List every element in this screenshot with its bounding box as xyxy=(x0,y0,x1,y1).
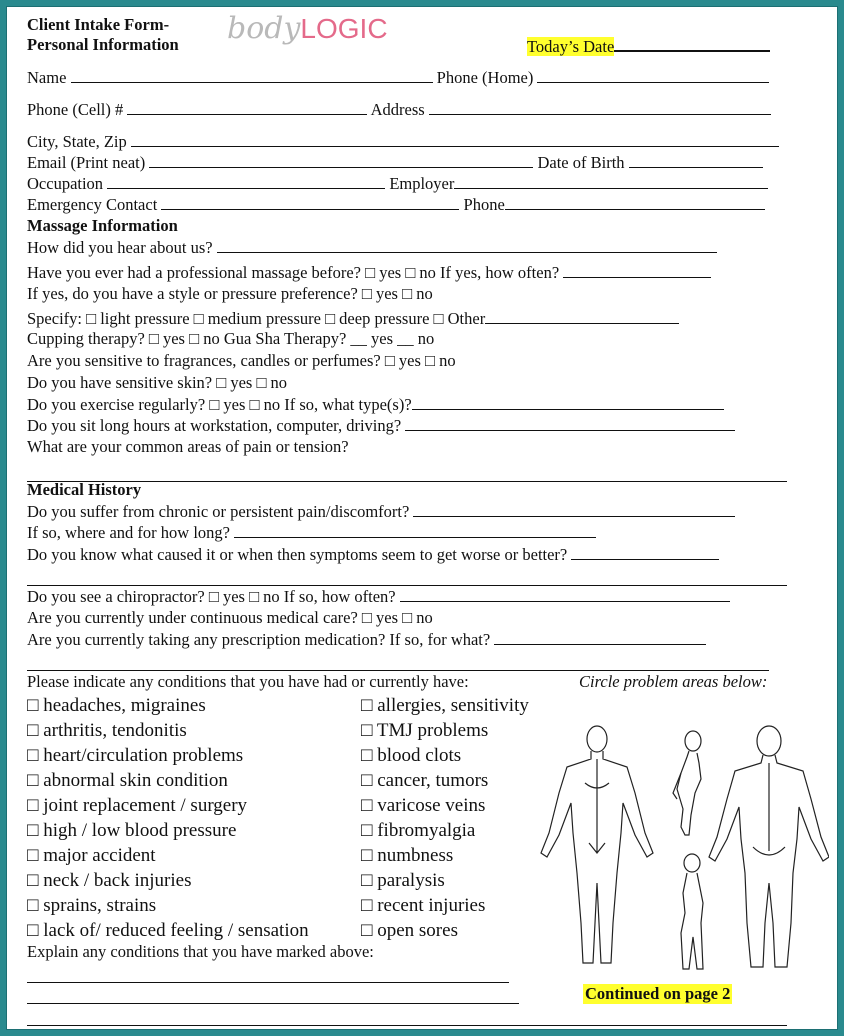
phone-cell-field[interactable] xyxy=(127,99,367,115)
sitting-field[interactable] xyxy=(405,415,735,431)
explain-line-2[interactable] xyxy=(27,1003,519,1004)
phone-cell-row xyxy=(27,99,771,120)
medical-heading: Medical History xyxy=(27,480,142,499)
todays-date-row xyxy=(527,35,770,57)
emergency-phone-label: Phone xyxy=(463,195,505,214)
condition-item[interactable]: □ blood clots xyxy=(361,745,462,766)
emergency-label: Emergency Contact xyxy=(27,195,158,214)
condition-item[interactable]: □ allergies, sensitivity xyxy=(361,695,529,716)
chiropractor-label: Do you see a chiropractor? □ yes □ no If so, how often? xyxy=(27,587,396,606)
dob-field[interactable] xyxy=(629,152,763,168)
body-diagram[interactable] xyxy=(537,723,829,973)
occupation-label: Occupation xyxy=(27,174,104,193)
conditions-intro: Please indicate any conditions that you have had or currently have: xyxy=(27,672,469,691)
explain-line-3[interactable] xyxy=(27,1025,787,1026)
condition-item[interactable]: □ major accident xyxy=(27,845,156,866)
condition-item[interactable]: □ paralysis xyxy=(361,870,445,891)
medication-row xyxy=(27,629,706,650)
condition-item[interactable]: □ heart/circulation problems xyxy=(27,745,244,766)
condition-item[interactable]: □ recent injuries xyxy=(361,895,486,916)
condition-item[interactable]: □ lack of/ reduced feeling / sensation xyxy=(27,920,309,941)
employer-label: Employer xyxy=(389,174,455,193)
explain-line-1[interactable] xyxy=(27,982,509,983)
exercise-row xyxy=(27,394,724,415)
pain-areas-label: What are your common areas of pain or tension? xyxy=(27,437,349,456)
dob-label: Date of Birth xyxy=(537,153,625,172)
condition-item[interactable]: □ abnormal skin condition xyxy=(27,770,228,791)
body-back-figure xyxy=(709,726,829,967)
occupation-row xyxy=(27,173,768,194)
condition-item[interactable]: □ high / low blood pressure xyxy=(27,820,237,841)
condition-item[interactable]: □ joint replacement / surgery xyxy=(27,795,248,816)
name-field[interactable] xyxy=(71,67,433,83)
email-field[interactable] xyxy=(149,152,533,168)
condition-item[interactable]: □ varicose veins xyxy=(361,795,486,816)
condition-item[interactable]: □ open sores xyxy=(361,920,458,941)
emergency-field[interactable] xyxy=(161,194,459,210)
city-field[interactable] xyxy=(131,131,779,147)
condition-item[interactable]: □ sprains, strains xyxy=(27,895,157,916)
specify-pressure-row xyxy=(27,308,679,329)
conditions-left-list xyxy=(27,693,309,943)
city-label: City, State, Zip xyxy=(27,132,127,151)
body-front-figure xyxy=(541,726,653,963)
condition-item[interactable]: □ cancer, tumors xyxy=(361,770,489,791)
phone-cell-label: Phone (Cell) # xyxy=(27,100,124,119)
pain-cause-label: Do you know what caused it or when then symptoms seem to get worse or better? xyxy=(27,545,568,564)
chronic-pain-row xyxy=(27,501,735,522)
address-label: Address xyxy=(370,100,425,119)
exercise-label: Do you exercise regularly? □ yes □ no If so, what type(s)? xyxy=(27,395,412,414)
pain-location-row xyxy=(27,522,596,543)
condition-item[interactable]: □ arthritis, tendonitis xyxy=(27,720,187,741)
pain-cause-field[interactable] xyxy=(571,544,719,560)
condition-item[interactable]: □ TMJ problems xyxy=(361,720,489,741)
condition-item[interactable]: □ fibromyalgia xyxy=(361,820,476,841)
condition-item[interactable]: □ numbness xyxy=(361,845,454,866)
name-label: Name xyxy=(27,68,67,87)
chiropractor-row xyxy=(27,586,730,607)
emergency-row xyxy=(27,194,765,215)
chronic-pain-field[interactable] xyxy=(413,501,735,517)
chiropractor-field[interactable] xyxy=(400,586,730,602)
hear-about-row xyxy=(27,237,717,258)
explain-label: Explain any conditions that you have marked above: xyxy=(27,942,374,961)
sitting-label: Do you sit long hours at workstation, computer, driving? xyxy=(27,416,402,435)
city-row xyxy=(27,131,779,152)
pain-location-label: If so, where and for how long? xyxy=(27,523,230,542)
massage-heading: Massage Information xyxy=(27,216,178,235)
conditions-right-list xyxy=(361,693,529,943)
todays-date-field[interactable] xyxy=(614,35,770,52)
hear-about-field[interactable] xyxy=(217,237,717,253)
medical-care-row: Are you currently under continuous medical care? □ yes □ no xyxy=(27,608,433,627)
exercise-type-field[interactable] xyxy=(412,394,724,410)
emergency-phone-field[interactable] xyxy=(505,194,765,210)
form-title-line1: Client Intake Form- xyxy=(27,15,170,34)
other-pressure-field[interactable] xyxy=(485,308,679,324)
continued-note: Continued on page 2 xyxy=(585,984,731,1003)
pain-cause-row xyxy=(27,544,719,565)
pain-location-field[interactable] xyxy=(234,522,596,538)
hear-about-label: How did you hear about us? xyxy=(27,238,213,257)
medication-line[interactable] xyxy=(27,670,769,671)
massage-frequency-field[interactable] xyxy=(563,262,711,278)
phone-home-label: Phone (Home) xyxy=(436,68,534,87)
medication-label: Are you currently taking any prescription medication? If so, for what? xyxy=(27,630,491,649)
occupation-field[interactable] xyxy=(107,173,385,189)
condition-item[interactable]: □ headaches, migraines xyxy=(27,695,206,716)
circle-prompt: Circle problem areas below: xyxy=(579,672,768,691)
specify-pressure-label: Specify: □ light pressure □ medium pressure □ deep pressure □ Other xyxy=(27,309,486,328)
bodylogic-logo: bodyLOGIC xyxy=(227,11,388,46)
email-label: Email (Print neat) xyxy=(27,153,146,172)
fragrance-row: Are you sensitive to fragrances, candles or perfumes? □ yes □ no xyxy=(27,351,456,370)
intake-form-page xyxy=(6,6,838,1030)
prior-massage-row xyxy=(27,262,711,283)
condition-item[interactable]: □ neck / back injuries xyxy=(27,870,192,891)
address-field[interactable] xyxy=(429,99,771,115)
sitting-row xyxy=(27,415,735,436)
name-row xyxy=(27,67,769,88)
pressure-pref-row: If yes, do you have a style or pressure preference? □ yes □ no xyxy=(27,284,433,303)
todays-date-label: Today’s Date xyxy=(527,37,615,56)
sensitive-skin-row: Do you have sensitive skin? □ yes □ no xyxy=(27,373,288,392)
body-side-figure-upper xyxy=(673,731,701,835)
cupping-row: Cupping therapy? □ yes □ no Gua Sha Therapy? __ yes __ no xyxy=(27,329,435,348)
form-title-line2: Personal Information xyxy=(27,35,179,54)
phone-home-field[interactable] xyxy=(537,67,769,83)
email-row xyxy=(27,152,763,173)
employer-field[interactable] xyxy=(454,173,768,189)
body-side-figure-lower xyxy=(681,854,703,969)
medication-field[interactable] xyxy=(494,629,706,645)
prior-massage-label: Have you ever had a professional massage before? □ yes □ no If yes, how often? xyxy=(27,263,560,282)
chronic-pain-label: Do you suffer from chronic or persistent pain/discomfort? xyxy=(27,502,410,521)
